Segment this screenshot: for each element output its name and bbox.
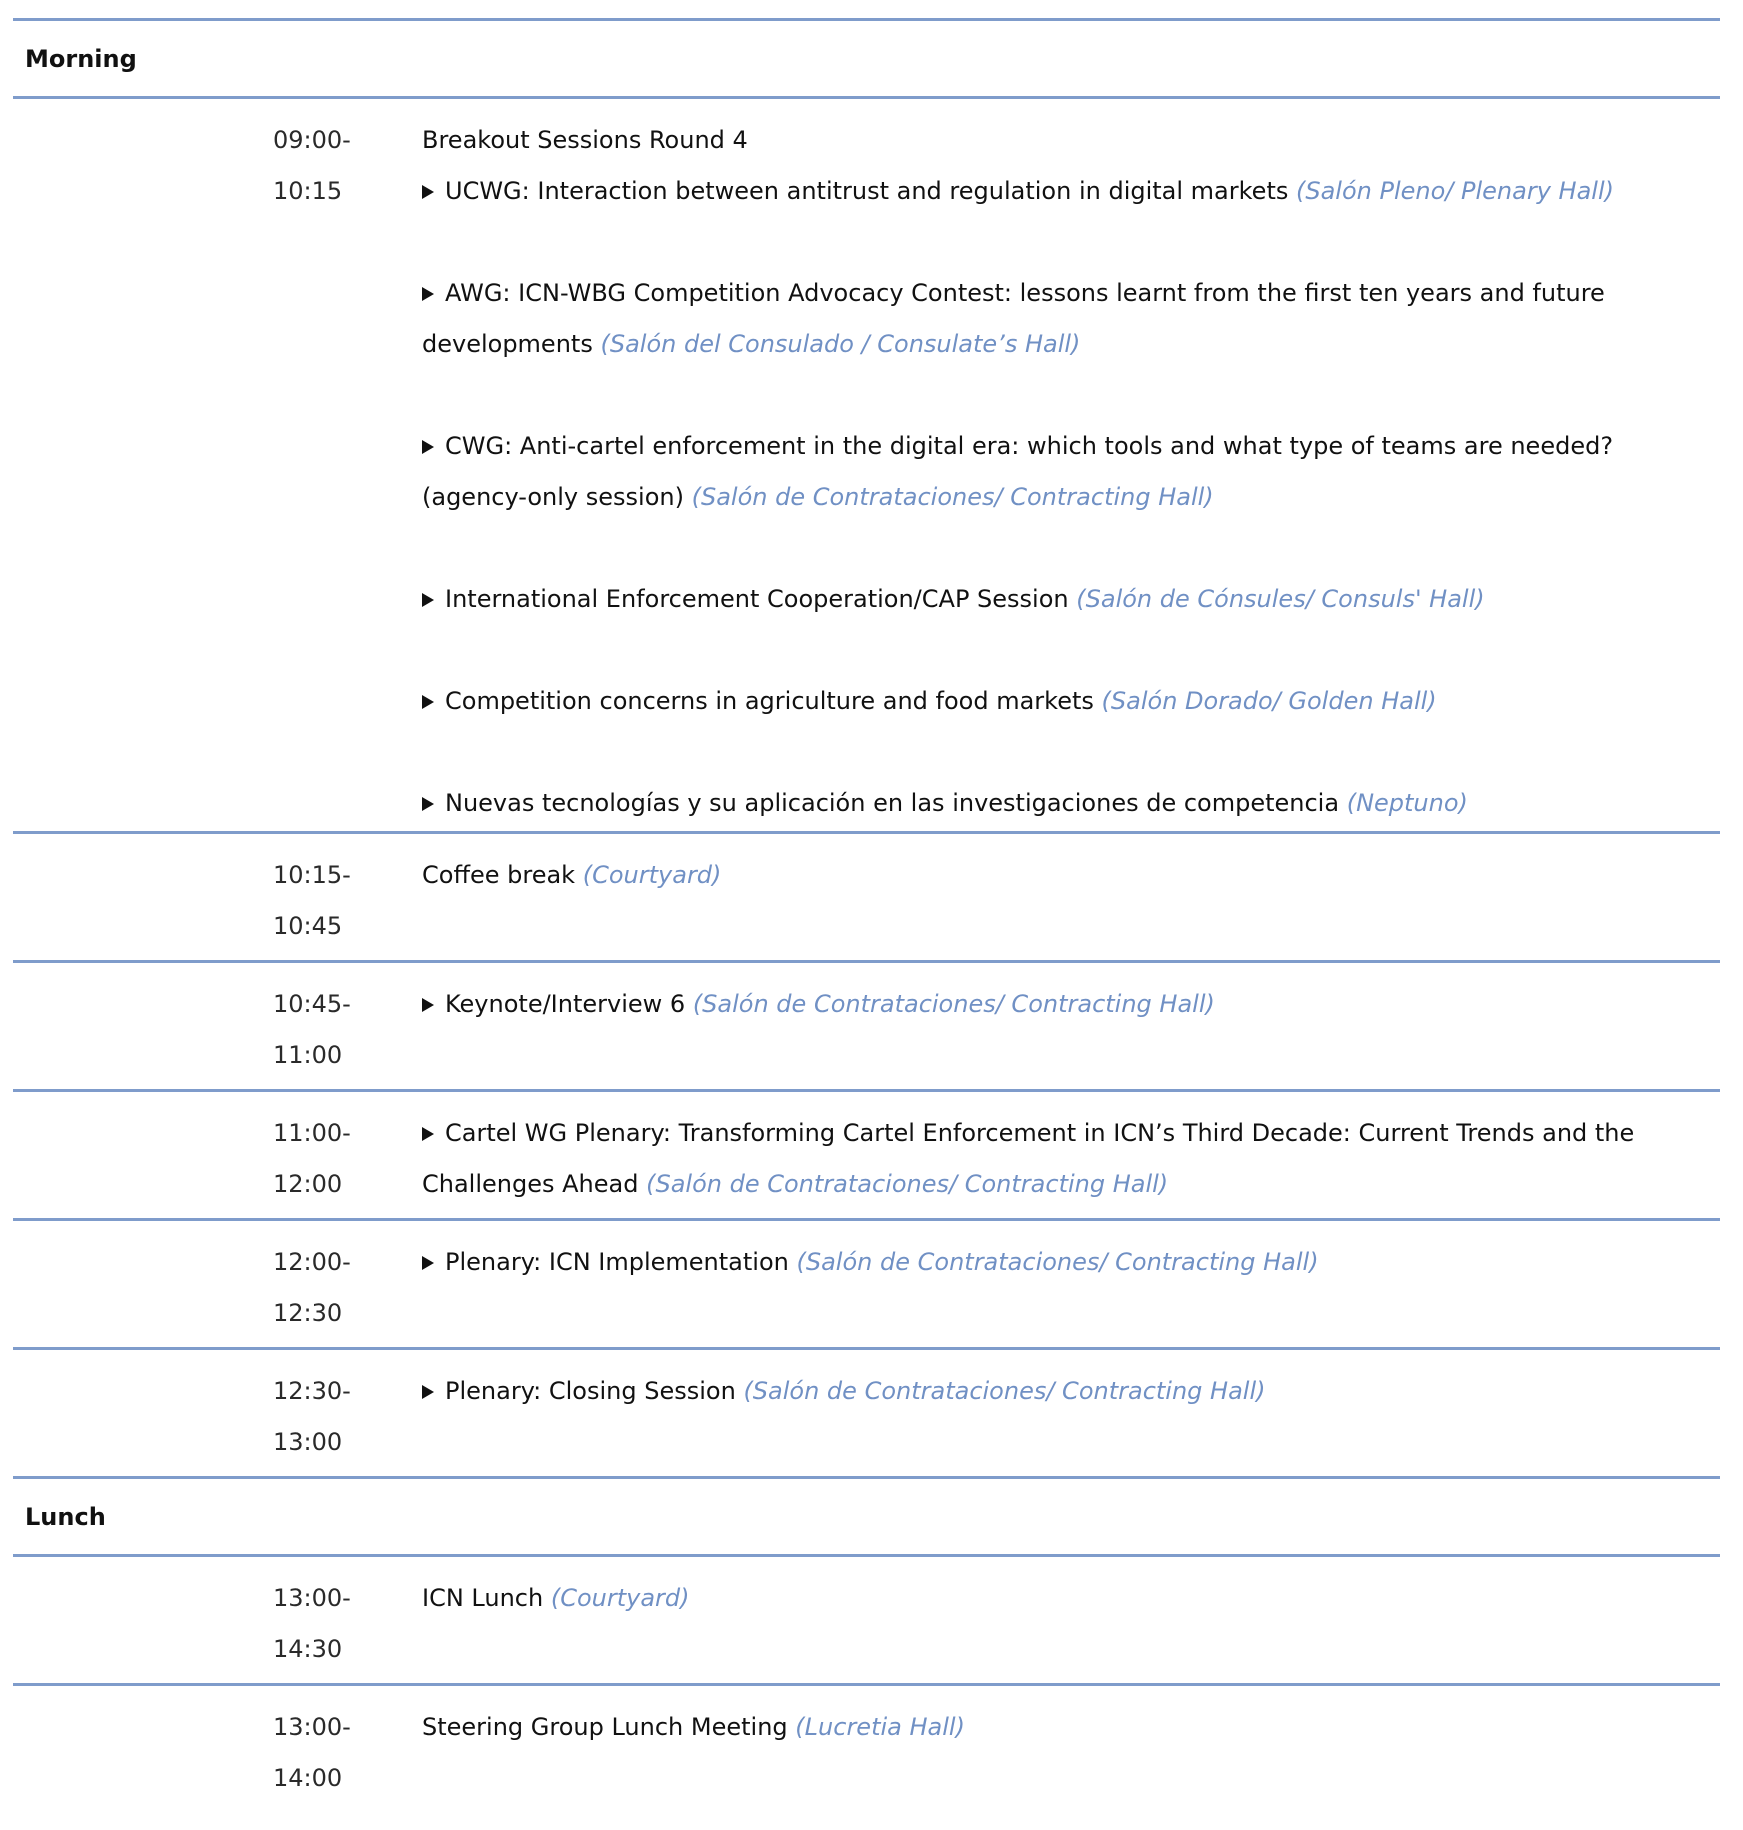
session-title: Cartel WG Plenary: Transforming Cartel Enforcement in ICN’s Third Decade: Current Trends and the Challenges Ahead	[422, 1119, 1635, 1198]
time-slot: 09:00- 10:15	[273, 126, 351, 205]
time-slot: 12:00- 12:30	[273, 1248, 351, 1327]
agenda-row	[13, 1686, 1720, 1812]
agenda-row	[13, 963, 1720, 1092]
agenda-table	[13, 18, 1720, 1812]
agenda-row	[13, 1557, 1720, 1686]
session-location: (Salón del Consulado / Consulate’s Hall)	[600, 330, 1081, 358]
play-triangle-icon[interactable]	[422, 287, 434, 301]
session-location: (Salón de Contrataciones/ Contracting Hall)	[743, 1377, 1266, 1405]
agenda-row	[13, 1350, 1720, 1479]
session-location: (Courtyard)	[550, 1584, 690, 1612]
session-location: (Salón de Contrataciones/ Contracting Hall)	[691, 483, 1214, 511]
session-toggle[interactable]	[422, 166, 1702, 217]
session-title: Coffee break	[422, 861, 576, 889]
session-location: (Salón de Cónsules/ Consuls' Hall)	[1076, 585, 1485, 613]
session-title: Nuevas tecnologías y su aplicación en las investigaciones de competencia	[445, 789, 1340, 817]
play-triangle-icon[interactable]	[422, 1385, 434, 1399]
play-triangle-icon[interactable]	[422, 797, 434, 811]
session-location: (Salón Dorado/ Golden Hall)	[1101, 687, 1437, 715]
session-location: (Salón Pleno/ Plenary Hall)	[1296, 177, 1614, 205]
time-slot: 13:00- 14:30	[273, 1584, 351, 1663]
session-title: Plenary: ICN Implementation	[445, 1248, 789, 1276]
play-triangle-icon[interactable]	[422, 695, 434, 709]
section-header-lunch	[13, 1479, 1720, 1557]
session-toggle[interactable]	[422, 1237, 1702, 1288]
session-location: (Salón de Contrataciones/ Contracting Hall)	[796, 1248, 1319, 1276]
session-title: Keynote/Interview 6	[445, 990, 686, 1018]
agenda-row	[13, 1092, 1720, 1221]
session-content	[422, 1221, 1702, 1347]
time-slot: 10:45- 11:00	[273, 990, 351, 1069]
session-title: CWG: Anti-cartel enforcement in the digital era: which tools and what type of teams are needed? (agency-only session)	[422, 432, 1614, 511]
session-toggle[interactable]	[422, 1366, 1702, 1417]
play-triangle-icon[interactable]	[422, 593, 434, 607]
agenda-row	[13, 1221, 1720, 1350]
session-title: Steering Group Lunch Meeting	[422, 1713, 788, 1741]
session-location: (Neptuno)	[1346, 789, 1468, 817]
session-location: (Salón de Contrataciones/ Contracting Hall)	[646, 1170, 1169, 1198]
session-title: International Enforcement Cooperation/CAP Session	[445, 585, 1069, 613]
session-location: (Courtyard)	[582, 861, 722, 889]
section-title: Morning	[25, 44, 137, 73]
session-content	[422, 1686, 1702, 1812]
time-slot: 13:00- 14:00	[273, 1713, 351, 1792]
time-slot: 10:15- 10:45	[273, 861, 351, 940]
section-title: Lunch	[25, 1502, 106, 1531]
session-content	[422, 963, 1702, 1089]
session-toggle[interactable]	[422, 676, 1702, 727]
session-location: (Salón de Contrataciones/ Contracting Hall)	[692, 990, 1215, 1018]
agenda-row	[13, 834, 1720, 963]
session-toggle[interactable]	[422, 778, 1702, 829]
session-toggle[interactable]	[422, 268, 1702, 370]
section-header-morning	[13, 21, 1720, 99]
time-slot: 12:30- 13:00	[273, 1377, 351, 1456]
session-location: (Lucretia Hall)	[795, 1713, 965, 1741]
session-title: Plenary: Closing Session	[445, 1377, 736, 1405]
session-toggle[interactable]	[422, 421, 1702, 523]
session-heading: Breakout Sessions Round 4	[422, 126, 748, 154]
session-title: AWG: ICN-WBG Competition Advocacy Contest: lessons learnt from the first ten years and future developments	[422, 279, 1605, 358]
agenda-row	[13, 99, 1720, 834]
session-toggle[interactable]	[422, 574, 1702, 625]
session-content	[422, 1557, 1702, 1683]
session-title: ICN Lunch	[422, 1584, 544, 1612]
session-title: UCWG: Interaction between antitrust and regulation in digital markets	[445, 177, 1289, 205]
play-triangle-icon[interactable]	[422, 1256, 434, 1270]
play-triangle-icon[interactable]	[422, 1127, 434, 1141]
time-slot: 11:00- 12:00	[273, 1119, 351, 1198]
session-content	[422, 1350, 1702, 1476]
play-triangle-icon[interactable]	[422, 998, 434, 1012]
session-content	[422, 99, 1702, 831]
session-content	[422, 1092, 1702, 1218]
play-triangle-icon[interactable]	[422, 185, 434, 199]
play-triangle-icon[interactable]	[422, 440, 434, 454]
session-content	[422, 834, 1702, 960]
session-title: Competition concerns in agriculture and food markets	[445, 687, 1094, 715]
session-toggle[interactable]	[422, 1108, 1702, 1210]
session-toggle[interactable]	[422, 979, 1702, 1030]
